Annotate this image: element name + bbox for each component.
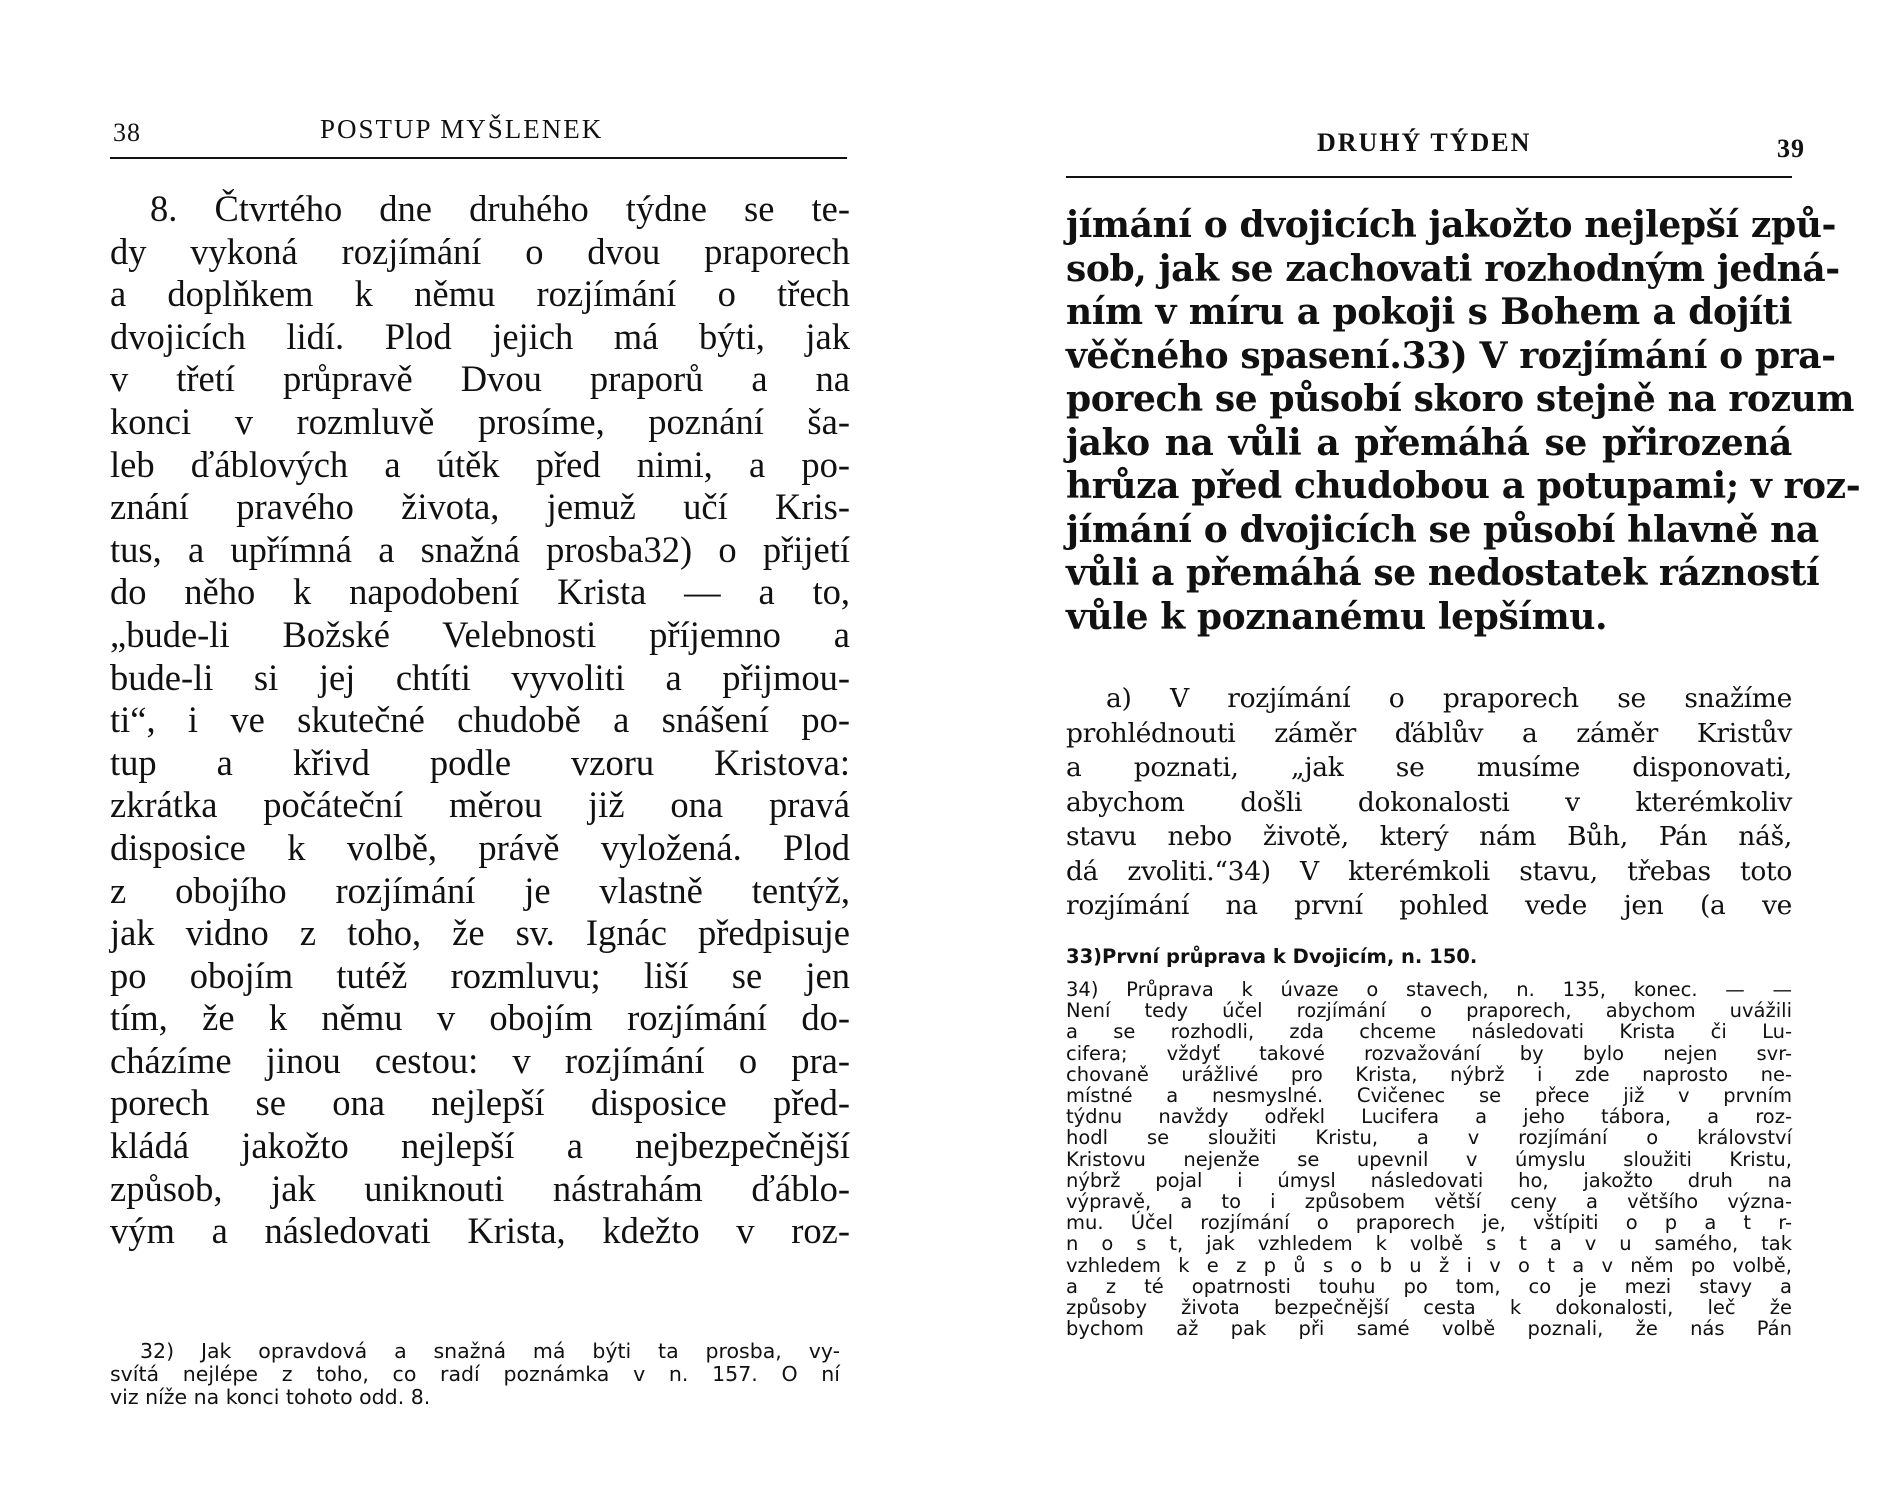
right-page	[946, 0, 1892, 1500]
text-line: bude-li si jej chtíti vyvoliti a přijmou-	[110, 656, 850, 698]
text-line: vůle k poznanému lepšímu.	[1066, 595, 1608, 638]
text-line: porech se působí skoro stejně na rozum	[1066, 378, 1855, 420]
text-line: ti“, i ve skutečné chudobě a snášení po-	[110, 699, 850, 741]
text-line: jímání o dvojicích jakožto nejlepší způ-	[1066, 204, 1837, 246]
footnote-line: způsoby života bezpečnější cesta k dokonalosti, leč že	[1066, 1296, 1792, 1320]
running-title-left: POSTUP MYŠLENEK	[320, 114, 604, 144]
text-line: kládá jakožto nejlepší a nejbezpečnější	[110, 1125, 850, 1167]
footnote-line: 32) Jak opravdová a snažná má býti ta prosba, vy-	[140, 1339, 840, 1363]
text-line: tup a křivd podle vzoru Kristova:	[110, 741, 850, 783]
footnote-line: a se rozhodli, zda chceme následovati Krista či Lu-	[1066, 1020, 1792, 1044]
footnote-33: 33)První průprava k Dvojicím, n. 150.	[1066, 945, 1478, 968]
text-line: dá zvoliti.“34) V kterémkoli stavu, třebas toto	[1066, 855, 1792, 887]
footnote-line: týdnu navždy odřekl Lucifera a jeho tábora, a roz-	[1066, 1105, 1792, 1129]
text-line: „bude-li Božské Velebnosti příjemno a	[110, 613, 850, 655]
running-title-right: DRUHÝ TÝDEN	[1317, 128, 1532, 157]
text-line: vým a následovati Krista, kdežto v roz-	[110, 1210, 850, 1252]
text-line: a poznati, „jak se musíme disponovati,	[1066, 752, 1792, 783]
footnote-line: Není tedy účel rozjímání o praporech, abychom uvážili	[1066, 999, 1792, 1023]
footnote-line: nýbrž pojal i úmysl následovati ho, jakožto druh na	[1066, 1168, 1792, 1192]
text-line: cházíme jinou cestou: v rozjímání o pra-	[110, 1039, 850, 1081]
text-line: do něho k napodobení Krista — a to,	[110, 571, 850, 613]
text-line: jímání o dvojicích se působí hlavně na	[1066, 508, 1819, 551]
text-line: způsob, jak uniknouti nástrahám ďáblo-	[110, 1167, 850, 1209]
right-subsection-a	[1066, 682, 1792, 924]
text-line: po obojím tutéž rozmluvu; liší se jen	[110, 954, 850, 996]
text-line: konci v rozmluvě prosíme, poznání ša-	[110, 400, 850, 442]
text-line: tím, že k němu v obojím rozjímání do-	[110, 997, 850, 1039]
text-line: ním v míru a pokoji s Bohem a dojíti	[1066, 291, 1792, 333]
footnote-line: výpravě, a to i způsobem větší ceny a většího význa-	[1066, 1190, 1792, 1214]
footnote-line: n o s t, jak vzhledem k volbě s t a v u samého, tak	[1066, 1232, 1792, 1256]
footnote-line: cifera; vždyť takové rozvažování by bylo nejen svr-	[1066, 1041, 1792, 1065]
footnote-34	[1066, 979, 1792, 1339]
text-line: zkrátka počáteční měrou již ona pravá	[110, 784, 850, 826]
text-line: a doplňkem k němu rozjímání o třech	[110, 273, 850, 315]
footnote-line: Kristovu nejenže se upevnil v úmyslu sloužiti Kristu,	[1066, 1147, 1792, 1171]
header-rule-right	[1066, 176, 1792, 178]
text-line: 8. Čtvrtého dne druhého týdne se te-	[150, 188, 850, 229]
footnote-line: 34) Průprava k úvaze o stavech, n. 135, konec. — —	[1066, 978, 1792, 1001]
footnote-line: viz níže na konci tohoto odd. 8.	[110, 1385, 431, 1409]
text-line: leb ďáblových a útěk před nimi, a po-	[110, 443, 850, 485]
page-number-right: 39	[1777, 134, 1805, 163]
footnote-32	[110, 1340, 840, 1409]
footnote-line: místné a nesmyslné. Cvičenec se přece již v prvním	[1066, 1084, 1792, 1108]
text-line: abychom došli dokonalosti v kterémkoliv	[1066, 786, 1792, 818]
text-line: hrůza před chudobou a potupami; v roz-	[1066, 465, 1861, 507]
text-line: stavu nebo životě, který nám Bůh, Pán náš,	[1066, 821, 1792, 852]
text-line: porech se ona nejlepší disposice před-	[110, 1082, 850, 1124]
text-line: dvojicích lidí. Plod jejich má býti, jak	[110, 315, 850, 357]
header-rule-left	[110, 157, 847, 159]
text-line: z obojího rozjímání je vlastně tentýž,	[110, 869, 850, 911]
footnote-line: bychom až pak při samé volbě poznali, že nás Pán	[1066, 1317, 1792, 1341]
text-line: znání pravého života, jemuž učí Kris-	[110, 486, 850, 528]
footnote-line: svítá nejlépe z toho, co radí poznámka v n. 157. O ní	[110, 1362, 840, 1386]
footnote-line: vzhledem k e z p ů s o b u ž i v o t a v něm po volbě,	[1066, 1253, 1792, 1277]
footnote-line: a z té opatrnosti touhu po tom, co je mezi stavy a	[1066, 1274, 1792, 1298]
text-line: jako na vůli a přemáhá se přirozená	[1066, 421, 1792, 464]
text-line: vůli a přemáhá se nedostatek rázností	[1066, 552, 1820, 594]
text-line: disposice k volbě, právě vyložená. Plod	[110, 826, 850, 868]
text-line: tus, a upřímná a snažná prosba32) o přijetí	[110, 528, 850, 570]
text-line: sob, jak se zachovati rozhodným jedná-	[1066, 247, 1840, 290]
text-line: prohlédnouti záměr ďáblův a záměr Kristův	[1066, 717, 1792, 749]
footnote-line: hodl se sloužiti Kristu, a v rozjímání o království	[1066, 1126, 1792, 1150]
page-number-left: 38	[113, 118, 141, 147]
footnote-line: chovaně urážlivé pro Krista, nýbrž i zde naprosto ne-	[1066, 1062, 1792, 1086]
text-line: a) V rozjímání o praporech se snažíme	[1106, 683, 1792, 714]
text-line: v třetí průpravě Dvou praporů a na	[110, 358, 850, 400]
text-line: dy vykoná rozjímání o dvou praporech	[110, 230, 850, 272]
footnote-line: mu. Účel rozjímání o praporech je, vštípiti o p a t r-	[1066, 1211, 1792, 1235]
left-main-text	[110, 188, 850, 1253]
text-line: rozjímání na první pohled vede jen (a ve	[1066, 890, 1792, 921]
text-line: věčného spasení.33) V rozjímání o pra-	[1066, 334, 1836, 377]
text-line: jak vidno z toho, že sv. Ignác předpisuje	[110, 912, 850, 954]
right-main-text	[1066, 204, 1861, 639]
